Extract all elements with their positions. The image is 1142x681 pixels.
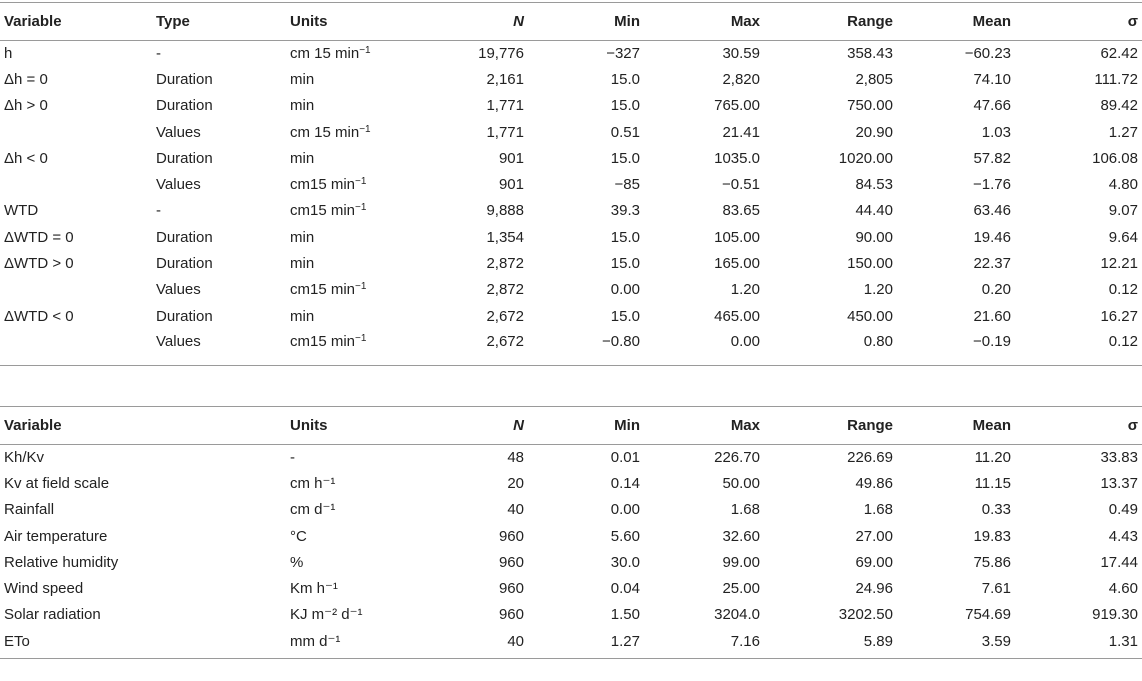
cell-max: 765.00 xyxy=(714,97,760,115)
cell-n: 901 xyxy=(498,176,524,194)
cell-mean: 22.37 xyxy=(973,255,1011,273)
units-text: min xyxy=(290,70,315,88)
cell-units: cm h⁻¹ xyxy=(290,474,336,492)
header-mean: Mean xyxy=(897,407,1015,445)
cell-sigma: 0.12 xyxy=(1108,281,1138,299)
table-header-row xyxy=(0,3,1142,41)
units-exponent: −1 xyxy=(355,202,367,214)
cell-variable: ΔWTD > 0 xyxy=(4,255,74,273)
table-row xyxy=(0,523,1142,549)
header-sigma: σ xyxy=(1015,407,1142,445)
cell-min: 0.14 xyxy=(610,474,640,492)
table-row xyxy=(0,471,1142,497)
cell-n: 1,771 xyxy=(486,97,524,115)
cell-min: 30.0 xyxy=(610,553,640,571)
cell-min: 0.04 xyxy=(610,580,640,598)
units-text: cm 15 min xyxy=(290,123,360,141)
units-text: min xyxy=(290,255,315,273)
cell-range: 49.86 xyxy=(855,474,893,492)
cell-min: −0.80 xyxy=(528,330,644,366)
cell-min: 0.00 xyxy=(610,501,640,519)
cell-sigma: 9.64 xyxy=(1108,228,1138,246)
cell-n: 48 xyxy=(507,448,524,466)
cell-min: 15.0 xyxy=(610,228,640,246)
cell-n: 40 xyxy=(507,501,524,519)
table-header-row xyxy=(0,407,1142,445)
cell-mean: −1.76 xyxy=(973,176,1011,194)
cell-type: - xyxy=(156,44,161,62)
units-text: cm15 min xyxy=(290,202,356,220)
header-type: Type xyxy=(152,3,286,41)
cell-max: 21.41 xyxy=(722,123,760,141)
cell-units: KJ m⁻² d⁻¹ xyxy=(290,606,363,624)
table-row xyxy=(0,277,1142,303)
cell-variable: ΔWTD = 0 xyxy=(4,228,74,246)
cell-variable: Δh < 0 xyxy=(4,149,48,167)
cell-units xyxy=(286,330,418,366)
cell-units xyxy=(286,277,418,303)
cell-max: −0.51 xyxy=(722,176,760,194)
cell-range: 1.68 xyxy=(863,501,893,519)
cell-n: 20 xyxy=(507,474,524,492)
units-exponent: −1 xyxy=(355,332,367,344)
cell-n: 960 xyxy=(498,553,524,571)
cell-type: Duration xyxy=(156,149,213,167)
cell-mean: 0.20 xyxy=(981,281,1011,299)
cell-variable: Solar radiation xyxy=(4,606,101,624)
cell-mean: 7.61 xyxy=(981,580,1011,598)
cell-variable xyxy=(0,119,152,145)
table-row xyxy=(0,602,1142,628)
cell-range: 1020.00 xyxy=(838,149,893,167)
cell-type: Values xyxy=(152,330,286,366)
cell-units xyxy=(286,93,418,119)
cell-units: Km h⁻¹ xyxy=(290,580,338,598)
cell-units: % xyxy=(290,553,304,571)
cell-range: 750.00 xyxy=(847,97,893,115)
cell-n: 1,771 xyxy=(486,123,524,141)
cell-units xyxy=(286,198,418,224)
cell-max: 1.68 xyxy=(730,501,760,519)
cell-range: 150.00 xyxy=(847,255,893,273)
table-row xyxy=(0,67,1142,93)
cell-type: Duration xyxy=(156,255,213,273)
units-exponent: −1 xyxy=(359,123,371,135)
units-exponent: −1 xyxy=(359,44,371,56)
cell-mean: 1.03 xyxy=(981,123,1011,141)
header-units: Units xyxy=(286,3,418,41)
cell-type: Duration xyxy=(156,97,213,115)
header-max: Max xyxy=(644,3,764,41)
cell-min: 5.60 xyxy=(610,527,640,545)
cell-max: 50.00 xyxy=(722,474,760,492)
cell-units: - xyxy=(290,448,295,466)
cell-n: 960 xyxy=(498,580,524,598)
cell-units: mm d⁻¹ xyxy=(286,629,418,659)
cell-type: Duration xyxy=(156,228,213,246)
cell-type: Values xyxy=(156,123,201,141)
table-row xyxy=(0,119,1142,145)
cell-min: 0.00 xyxy=(610,281,640,299)
cell-mean: 754.69 xyxy=(965,606,1011,624)
table-row xyxy=(0,146,1142,172)
cell-mean: 75.86 xyxy=(973,553,1011,571)
cell-type: Values xyxy=(156,176,201,194)
table-row xyxy=(0,225,1142,251)
cell-sigma: 4.60 xyxy=(1108,580,1138,598)
header-units: Units xyxy=(286,407,418,445)
header-sigma: σ xyxy=(1015,3,1142,41)
cell-sigma: 33.83 xyxy=(1100,448,1138,466)
cell-range: 358.43 xyxy=(847,44,893,62)
table-row xyxy=(0,330,1142,366)
cell-max: 0.00 xyxy=(644,330,764,366)
cell-max: 25.00 xyxy=(722,580,760,598)
header-n: N xyxy=(418,3,528,41)
cell-n: 40 xyxy=(418,629,528,659)
cell-n: 901 xyxy=(498,149,524,167)
cell-mean: −60.23 xyxy=(964,44,1011,62)
cell-range: 0.80 xyxy=(764,330,897,366)
cell-n: 960 xyxy=(498,606,524,624)
cell-max: 32.60 xyxy=(722,527,760,545)
cell-mean: 0.33 xyxy=(981,501,1011,519)
header-mean: Mean xyxy=(897,3,1015,41)
cell-range: 24.96 xyxy=(855,580,893,598)
cell-range: 69.00 xyxy=(855,553,893,571)
cell-sigma: 0.12 xyxy=(1015,330,1142,366)
cell-sigma: 89.42 xyxy=(1100,97,1138,115)
cell-sigma: 9.07 xyxy=(1108,202,1138,220)
cell-variable: Kh/Kv xyxy=(4,448,45,466)
header-min: Min xyxy=(528,3,644,41)
cell-max: 1035.0 xyxy=(714,149,760,167)
cell-sigma: 1.31 xyxy=(1015,629,1142,659)
units-text: min xyxy=(290,149,315,167)
cell-units xyxy=(286,41,418,67)
cell-units xyxy=(286,303,418,329)
cell-sigma: 111.72 xyxy=(1094,70,1138,88)
cell-n: 2,672 xyxy=(486,307,524,325)
cell-n: 1,354 xyxy=(486,228,524,246)
cell-range: 20.90 xyxy=(855,123,893,141)
cell-variable: Relative humidity xyxy=(4,553,119,571)
header-n: N xyxy=(418,407,528,445)
cell-max: 99.00 xyxy=(722,553,760,571)
cell-max: 30.59 xyxy=(722,44,760,62)
cell-max: 83.65 xyxy=(722,202,760,220)
cell-max: 465.00 xyxy=(714,307,760,325)
cell-mean: 47.66 xyxy=(973,97,1011,115)
units-text: min xyxy=(290,307,315,325)
cell-min: −85 xyxy=(614,176,640,194)
cell-sigma: 919.30 xyxy=(1092,606,1138,624)
cell-sigma: 4.43 xyxy=(1108,527,1138,545)
table-row xyxy=(0,550,1142,576)
cell-range: 450.00 xyxy=(847,307,893,325)
cell-sigma: 106.08 xyxy=(1092,149,1138,167)
cell-mean: 19.83 xyxy=(973,527,1011,545)
cell-type: Values xyxy=(156,281,201,299)
units-text: cm15 min xyxy=(290,281,356,299)
table-row xyxy=(0,576,1142,602)
cell-variable xyxy=(0,277,152,303)
cell-mean: 3.59 xyxy=(897,629,1015,659)
cell-min: 15.0 xyxy=(610,149,640,167)
cell-min: 15.0 xyxy=(610,255,640,273)
cell-type: Duration xyxy=(156,70,213,88)
descriptive-statistics-table-1 xyxy=(0,2,1142,366)
table-row xyxy=(0,251,1142,277)
cell-sigma: 13.37 xyxy=(1100,474,1138,492)
cell-min: 0.01 xyxy=(610,448,640,466)
cell-units: °C xyxy=(290,527,307,545)
cell-min: 15.0 xyxy=(610,307,640,325)
cell-max: 3204.0 xyxy=(714,606,760,624)
cell-variable xyxy=(0,330,152,366)
cell-type: Duration xyxy=(156,307,213,325)
cell-range: 84.53 xyxy=(855,176,893,194)
table-row xyxy=(0,445,1142,471)
cell-sigma: 12.21 xyxy=(1100,255,1138,273)
cell-min: 1.27 xyxy=(528,629,644,659)
cell-sigma: 1.27 xyxy=(1108,123,1138,141)
cell-n: 2,872 xyxy=(486,255,524,273)
cell-variable: Δh = 0 xyxy=(4,70,48,88)
cell-max: 226.70 xyxy=(714,448,760,466)
cell-sigma: 62.42 xyxy=(1100,44,1138,62)
cell-mean: 19.46 xyxy=(973,228,1011,246)
cell-variable: Rainfall xyxy=(4,501,55,519)
units-exponent: −1 xyxy=(355,281,367,293)
cell-range: 2,805 xyxy=(855,70,893,88)
cell-n: 19,776 xyxy=(478,44,524,62)
cell-mean: 11.20 xyxy=(974,448,1011,466)
cell-units xyxy=(286,146,418,172)
units-text: cm15 min xyxy=(290,176,356,194)
cell-variable: Air temperature xyxy=(4,527,108,545)
cell-n: 2,872 xyxy=(486,281,524,299)
cell-n: 960 xyxy=(498,527,524,545)
cell-min: 15.0 xyxy=(610,70,640,88)
cell-range: 226.69 xyxy=(847,448,893,466)
cell-range: 90.00 xyxy=(855,228,893,246)
units-text: cm 15 min xyxy=(290,44,360,62)
header-max: Max xyxy=(644,407,764,445)
header-range: Range xyxy=(764,3,897,41)
cell-sigma: 17.44 xyxy=(1100,553,1138,571)
cell-mean: 74.10 xyxy=(973,70,1011,88)
cell-range: 44.40 xyxy=(855,202,893,220)
cell-type: - xyxy=(156,202,161,220)
descriptive-statistics-table-2 xyxy=(0,406,1142,659)
units-text: min xyxy=(290,228,315,246)
table-row xyxy=(0,41,1142,67)
cell-variable: ETo xyxy=(0,629,286,659)
cell-variable: Kv at field scale xyxy=(4,474,110,492)
cell-mean: 21.60 xyxy=(973,307,1011,325)
cell-units xyxy=(286,172,418,198)
cell-units xyxy=(286,119,418,145)
cell-max: 105.00 xyxy=(714,228,760,246)
cell-min: 1.50 xyxy=(610,606,640,624)
cell-max: 7.16 xyxy=(644,629,764,659)
cell-range: 5.89 xyxy=(764,629,897,659)
header-variable: Variable xyxy=(0,3,152,41)
cell-variable xyxy=(0,172,152,198)
cell-min: 39.3 xyxy=(610,202,640,220)
units-text: cm15 min xyxy=(290,332,356,350)
cell-range: 1.20 xyxy=(863,281,893,299)
cell-n: 2,672 xyxy=(418,330,528,366)
cell-variable: Δh > 0 xyxy=(4,97,48,115)
cell-range: 27.00 xyxy=(855,527,893,545)
cell-units xyxy=(286,67,418,93)
cell-variable: h xyxy=(4,44,13,62)
cell-max: 2,820 xyxy=(722,70,760,88)
table-row xyxy=(0,93,1142,119)
cell-sigma: 16.27 xyxy=(1100,307,1138,325)
cell-variable: Wind speed xyxy=(4,580,84,598)
table-row xyxy=(0,303,1142,329)
cell-max: 1.20 xyxy=(730,281,760,299)
table-row xyxy=(0,629,1142,659)
cell-n: 2,161 xyxy=(486,70,524,88)
cell-units xyxy=(286,251,418,277)
cell-min: −327 xyxy=(606,44,640,62)
cell-sigma: 4.80 xyxy=(1108,176,1138,194)
cell-variable: ΔWTD < 0 xyxy=(4,307,74,325)
header-min: Min xyxy=(528,407,644,445)
header-variable: Variable xyxy=(0,407,286,445)
cell-max: 165.00 xyxy=(714,255,760,273)
header-range: Range xyxy=(764,407,897,445)
cell-units xyxy=(286,225,418,251)
cell-mean: −0.19 xyxy=(897,330,1015,366)
cell-units: cm d⁻¹ xyxy=(290,501,336,519)
cell-min: 15.0 xyxy=(610,97,640,115)
table-row xyxy=(0,198,1142,224)
table-row xyxy=(0,172,1142,198)
cell-mean: 63.46 xyxy=(973,202,1011,220)
cell-n: 9,888 xyxy=(486,202,524,220)
table-row xyxy=(0,497,1142,523)
cell-min: 0.51 xyxy=(610,123,640,141)
cell-variable: WTD xyxy=(4,202,39,220)
cell-mean: 11.15 xyxy=(974,474,1011,492)
cell-mean: 57.82 xyxy=(973,149,1011,167)
units-text: min xyxy=(290,97,315,115)
cell-sigma: 0.49 xyxy=(1108,501,1138,519)
cell-range: 3202.50 xyxy=(838,606,893,624)
units-exponent: −1 xyxy=(355,176,367,188)
